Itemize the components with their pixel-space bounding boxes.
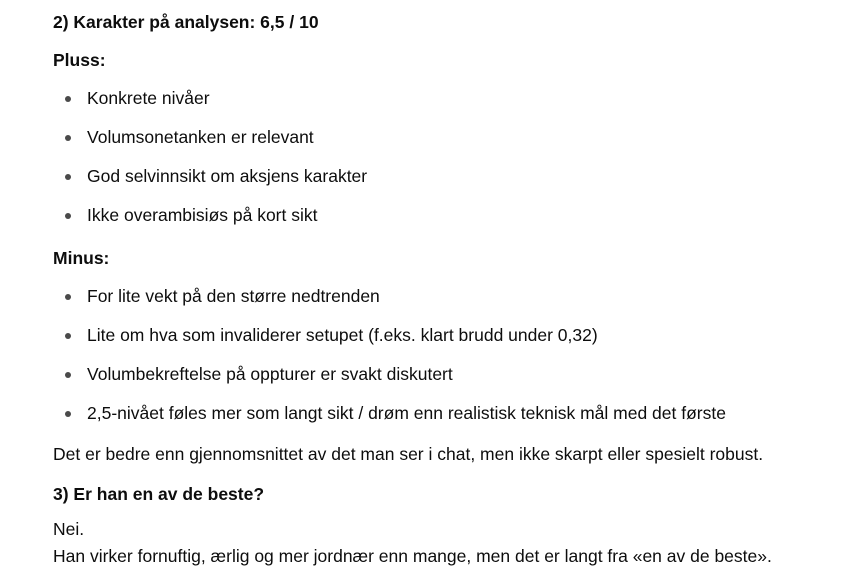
beste-heading: 3) Er han en av de beste? — [53, 484, 265, 504]
bullet-icon — [65, 174, 71, 180]
list-item — [53, 285, 726, 324]
bullet-icon — [65, 96, 71, 102]
list-item-text: 2,5-nivået føles mer som langt sikt / drøm enn realistisk teknisk mål med det første — [87, 403, 726, 423]
bullet-icon — [65, 411, 71, 417]
list-item — [53, 363, 726, 402]
list-item — [53, 402, 726, 441]
list-item-text: Ikke overambisiøs på kort sikt — [87, 205, 318, 225]
pluss-list — [53, 87, 367, 243]
summary-paragraph: Det er bedre enn gjennomsnittet av det man ser i chat, men ikke skarpt eller spesielt robust. — [53, 444, 764, 464]
list-item — [53, 87, 367, 126]
pluss-heading: Pluss: — [53, 50, 106, 70]
list-item-text: For lite vekt på den større nedtrenden — [87, 286, 380, 306]
list-item — [53, 165, 367, 204]
bullet-icon — [65, 333, 71, 339]
minus-list — [53, 285, 726, 441]
karakter-heading: 2) Karakter på analysen: 6,5 / 10 — [53, 12, 319, 32]
nei-paragraph: Nei. — [53, 519, 85, 539]
list-item — [53, 126, 367, 165]
han-paragraph: Han virker fornuftig, ærlig og mer jordnær enn mange, men det er langt fra «en av de beste». — [53, 546, 772, 566]
list-item-text: Lite om hva som invaliderer setupet (f.eks. klart brudd under 0,32) — [87, 325, 598, 345]
list-item-text: Konkrete nivåer — [87, 88, 210, 108]
bullet-icon — [65, 135, 71, 141]
bullet-icon — [65, 372, 71, 378]
list-item — [53, 204, 367, 243]
bullet-icon — [65, 213, 71, 219]
list-item-text: God selvinnsikt om aksjens karakter — [87, 166, 368, 186]
list-item-text: Volumbekreftelse på oppturer er svakt diskutert — [87, 364, 453, 384]
list-item — [53, 324, 726, 363]
minus-heading: Minus: — [53, 248, 110, 268]
bullet-icon — [65, 294, 71, 300]
list-item-text: Volumsonetanken er relevant — [87, 127, 314, 147]
